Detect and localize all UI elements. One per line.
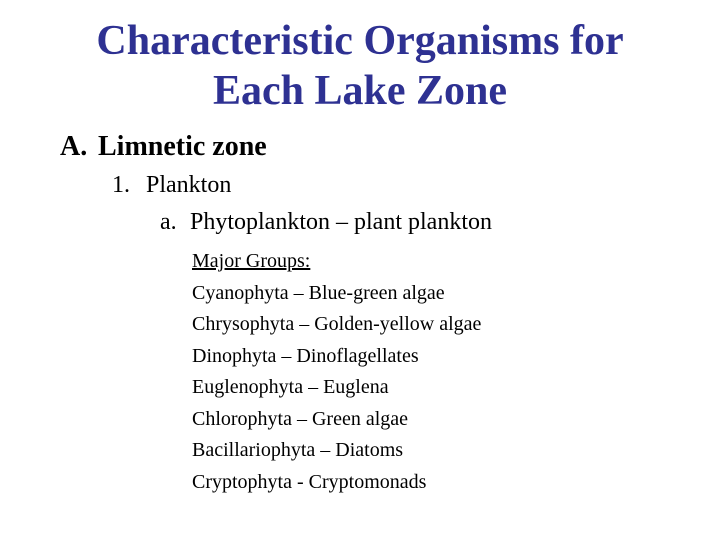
slide-title-line-2: Each Lake Zone xyxy=(212,68,508,114)
group-item: Chlorophyta – Green algae xyxy=(192,407,409,430)
group-item: Chrysophyta – Golden-yellow algae xyxy=(192,313,482,335)
section-marker: A. xyxy=(60,131,88,162)
section-heading xyxy=(60,130,267,164)
subsubsection-marker: a. xyxy=(160,209,177,235)
group-item: Cyanophyta – Blue-green algae xyxy=(192,281,445,304)
major-groups-heading: Major Groups: xyxy=(192,250,311,272)
subsubsection-text: Phytoplankton – plant plankton xyxy=(190,209,492,235)
subsubsection-heading xyxy=(160,207,492,237)
group-item: Dinophyta – Dinoflagellates xyxy=(192,344,419,367)
slide-title xyxy=(0,16,720,116)
group-item: Bacillariophyta – Diatoms xyxy=(192,439,404,461)
major-groups-list xyxy=(192,246,481,498)
subsection-heading xyxy=(112,170,231,200)
subsection-marker: 1. xyxy=(112,172,130,198)
section-text: Limnetic zone xyxy=(98,131,267,162)
group-item: Euglenophyta – Euglena xyxy=(192,376,389,398)
subsection-text: Plankton xyxy=(146,172,232,198)
slide-title-line-1: Characteristic Organisms for xyxy=(96,18,624,64)
group-item: Cryptophyta - Cryptomonads xyxy=(192,470,427,493)
